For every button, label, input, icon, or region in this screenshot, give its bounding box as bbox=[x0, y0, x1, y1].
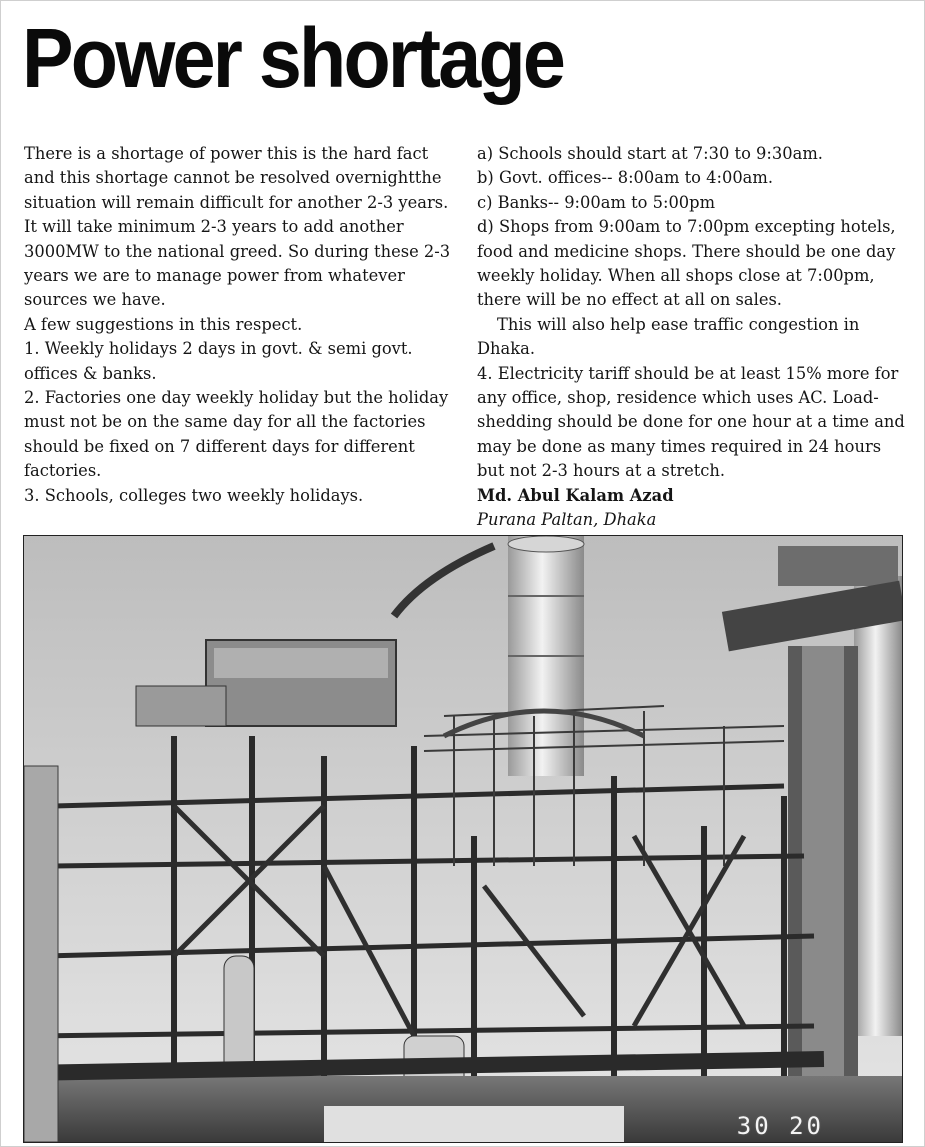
right-column bbox=[477, 142, 907, 533]
photo-date-stamp: 30 20 bbox=[736, 1112, 824, 1140]
suggestion-1: 1. Weekly holidays 2 days in govt. & semi govt. offices & banks. bbox=[24, 339, 413, 383]
schedule-shops: d) Shops from 9:00am to 7:00pm excepting hotels, food and medicine shops. There should be one day weekly holiday. When all shops close at 7:00pm, there will be no effect at all on sales. bbox=[477, 217, 896, 310]
traffic-note: This will also help ease traffic congestion in Dhaka. bbox=[477, 314, 860, 359]
intro-paragraph: There is a shortage of power this is the hard fact and this shortage cannot be resolved overnightthe situation will remain difficult for another 2-3 years. It will take minimum 2-3 years to add another 3000MW to the national greed. So during these 2-3 years we are to manage power from whatever sources we have. bbox=[24, 144, 451, 310]
article-headline: Power shortage bbox=[22, 11, 564, 105]
suggestion-4: 4. Electricity tariff should be at least 15% more for any office, shop, residence which uses AC. Load-shedding should be done for one hour at a time and may be done as many times required in 24 hours but not 2-3 hours at a stretch. bbox=[477, 363, 905, 481]
suggestions-intro: A few suggestions in this respect. bbox=[24, 314, 303, 334]
left-column bbox=[24, 142, 458, 508]
schedule-banks: c) Banks-- 9:00am to 5:00pm bbox=[477, 192, 716, 212]
author-location: Purana Paltan, Dhaka bbox=[477, 510, 657, 530]
schedule-schools: a) Schools should start at 7:30 to 9:30am. bbox=[477, 144, 823, 163]
suggestion-2: 2. Factories one day weekly holiday but the holiday must not be on the same day for all the factories should be fixed on 7 different days for different factories. bbox=[24, 388, 449, 481]
suggestion-3: 3. Schools, colleges two weekly holidays. bbox=[24, 485, 364, 505]
author-name: Md. Abul Kalam Azad bbox=[477, 485, 674, 505]
power-plant-photo bbox=[23, 535, 903, 1143]
schedule-govt-offices: b) Govt. offices-- 8:00am to 4:00am. bbox=[477, 168, 773, 188]
